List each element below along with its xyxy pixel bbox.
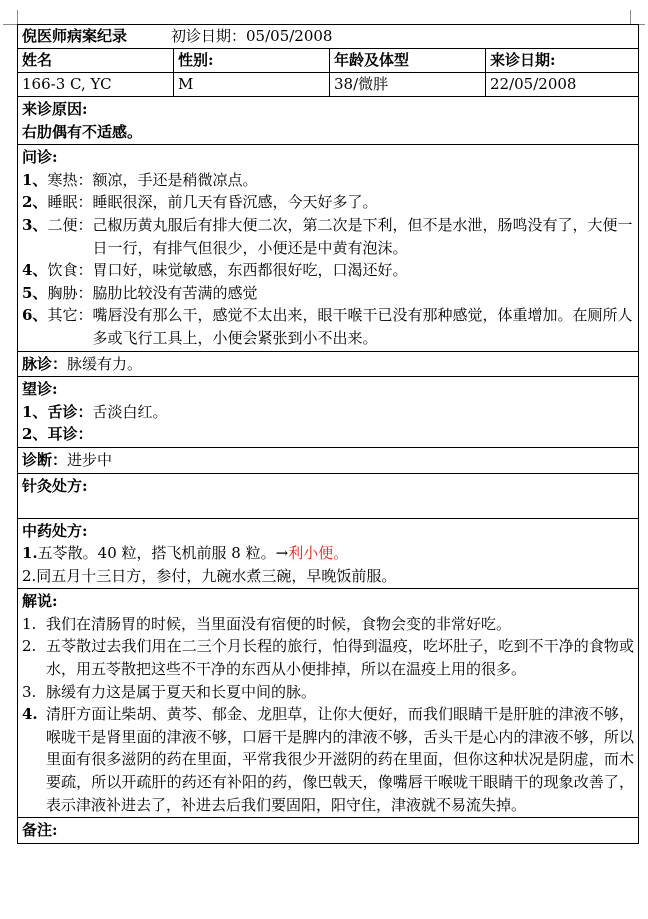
inquiry-item-key: 胸胁： bbox=[47, 283, 93, 302]
explain-label: 解说: bbox=[22, 592, 58, 611]
inquiry-item bbox=[22, 191, 634, 214]
acupuncture-label: 针灸处方: bbox=[22, 476, 88, 495]
explain-item-num: 3. bbox=[22, 682, 37, 701]
explain-item-text: 清肝方面让柴胡、黄芩、郁金、龙胆草，让你大便好，而我们眼睛干是肝脏的津液不够，喉咙干是肾里面的津液不够，口唇干是脾内的津液不够，舌头干是心内的津液不够，所以里面有很多滋阴的药在里面，平常我很少开滋阴的药在里面，但你这种状况是阴虚，而木要疏，所以开疏肝的药还有补阳的药，像巴戟天，像嘴唇干喉咙干眼睛干的现象改善了，表示津液补进去了，补进去后我们要固阳，阳守住，津液就不易流失掉。 bbox=[46, 705, 634, 814]
inquiry-item-text: 胃口好，味觉敏感，东西都很好吃，口渴还好。 bbox=[92, 261, 408, 280]
explain-item bbox=[22, 635, 634, 680]
pulse-section bbox=[17, 352, 639, 378]
explain-section bbox=[17, 589, 639, 818]
header-sex: 性别: bbox=[174, 49, 330, 72]
case-record-table bbox=[17, 24, 639, 844]
header-visit-date: 来诊日期: bbox=[490, 51, 556, 69]
inquiry-item-text: 脇肋比较没有苦满的感觉 bbox=[92, 283, 258, 302]
patient-age-build: 38/微胖 bbox=[330, 73, 486, 96]
header-age-build: 年龄及体型 bbox=[330, 49, 486, 72]
patient-visit-date: 22/05/2008 bbox=[490, 75, 577, 93]
inquiry-item bbox=[22, 259, 634, 282]
explain-item bbox=[22, 613, 634, 636]
pulse-label: 脉诊： bbox=[22, 354, 68, 373]
observe-item bbox=[22, 401, 634, 424]
inquiry-item bbox=[22, 169, 634, 192]
observe-label: 望诊: bbox=[22, 380, 58, 399]
inquiry-item-num: 1、 bbox=[22, 170, 48, 189]
inquiry-item-key: 其它： bbox=[47, 306, 93, 325]
herbal-line-2: 2.同五月十三日方，参付，九碗水煮三碗，早晚饭前服。 bbox=[22, 566, 397, 585]
explain-item-text: 五苓散过去我们用在二三个月长程的旅行，怕得到温疫，吃坏肚子，吃到不干净的食物或水，用五苓散把这些不干净的东西从小便排掉，所以在温疫上用的很多。 bbox=[46, 637, 634, 679]
patient-sex: M bbox=[174, 73, 330, 96]
inquiry-item-text: 嘴唇没有那么干，感觉不太出来，眼干喉干已没有那种感觉，体重增加。在厕所人多或飞行工具上，小便会紧张到小不出来。 bbox=[92, 306, 633, 347]
explain-item-num: 2. bbox=[22, 637, 37, 656]
explain-item bbox=[22, 703, 634, 816]
inquiry-item-num: 3、 bbox=[22, 215, 48, 234]
observe-item-num: 2、 bbox=[22, 425, 48, 444]
inquiry-item-num: 5、 bbox=[22, 283, 48, 302]
observe-item-text: 舌淡白红。 bbox=[92, 402, 168, 421]
inquiry-item bbox=[22, 282, 634, 305]
inquiry-item-key: 二便： bbox=[47, 215, 93, 234]
inquiry-item-key: 睡眠： bbox=[47, 193, 93, 212]
reason-label: 来诊原因: bbox=[22, 100, 88, 118]
herbal-line-1-note: 利小便。 bbox=[288, 544, 349, 563]
title-row bbox=[17, 25, 639, 49]
inquiry-item-text: 己椒历黄丸服后有排大便二次，第二次是下利，但不是水泄，肠鸣没有了，大便一日一行，有排气但很少，小便还是中黄有泡沫。 bbox=[92, 215, 633, 257]
herbal-section bbox=[17, 519, 639, 590]
first-visit-date: 初诊日期：05/05/2008 bbox=[171, 27, 333, 45]
inquiry-item-num: 6、 bbox=[22, 306, 48, 325]
observe-item-num: 1、 bbox=[22, 402, 48, 421]
herbal-line-1-text: 五苓散。40 粒，搭飞机前服 8 粒。→ bbox=[37, 544, 289, 563]
header-name: 姓名 bbox=[18, 49, 174, 72]
patient-value-row bbox=[17, 73, 639, 97]
inquiry-item bbox=[22, 304, 634, 349]
explain-item-text: 我们在清肠胃的时候，当里面没有宿便的时候，食物会变的非常好吃。 bbox=[46, 614, 512, 633]
inquiry-item-num: 2、 bbox=[22, 193, 48, 212]
record-title: 倪医师病案纪录 bbox=[22, 27, 128, 45]
reason-text: 右肋偶有不适感。 bbox=[22, 122, 143, 141]
explain-item-num: 1. bbox=[22, 614, 37, 633]
herbal-line-1-num: 1. bbox=[22, 544, 38, 563]
inquiry-item-text: 额凉，手还是稍微凉点。 bbox=[92, 170, 258, 189]
inquiry-item-text: 睡眠很深，前几天有昏沉感，今天好多了。 bbox=[92, 193, 378, 212]
diagnosis-text: 进步中 bbox=[67, 450, 113, 469]
patient-header-row bbox=[17, 49, 639, 73]
inquiry-item-key: 饮食： bbox=[47, 261, 93, 280]
diagnosis-label: 诊断： bbox=[22, 450, 68, 469]
diagnosis-section bbox=[17, 448, 639, 474]
inquiry-label: 问诊: bbox=[22, 148, 58, 167]
inquiry-item bbox=[22, 214, 634, 259]
explain-item-num: 4. bbox=[22, 705, 38, 724]
observe-item bbox=[22, 423, 634, 446]
pulse-text: 脉缓有力。 bbox=[67, 354, 143, 373]
explain-item bbox=[22, 681, 634, 704]
inquiry-item-key: 寒热： bbox=[47, 170, 93, 189]
crop-mark-top-right bbox=[630, 10, 645, 25]
observe-item-text bbox=[92, 423, 634, 446]
observe-section bbox=[17, 377, 639, 448]
crop-mark-top-left bbox=[3, 10, 18, 25]
reason-section bbox=[17, 97, 639, 145]
patient-id: 166-3 C, YC bbox=[18, 73, 174, 96]
observe-item-key: 耳诊： bbox=[47, 425, 93, 444]
acupuncture-section bbox=[17, 474, 639, 519]
inquiry-section bbox=[17, 145, 639, 351]
observe-item-key: 舌诊： bbox=[47, 402, 93, 421]
notes-label: 备注: bbox=[22, 821, 58, 840]
inquiry-item-num: 4、 bbox=[22, 261, 48, 280]
notes-section bbox=[17, 818, 639, 844]
herbal-label: 中药处方: bbox=[22, 521, 88, 540]
explain-item-text: 脉缓有力这是属于夏天和长夏中间的脉。 bbox=[46, 682, 317, 701]
herbal-line-1 bbox=[22, 542, 634, 565]
